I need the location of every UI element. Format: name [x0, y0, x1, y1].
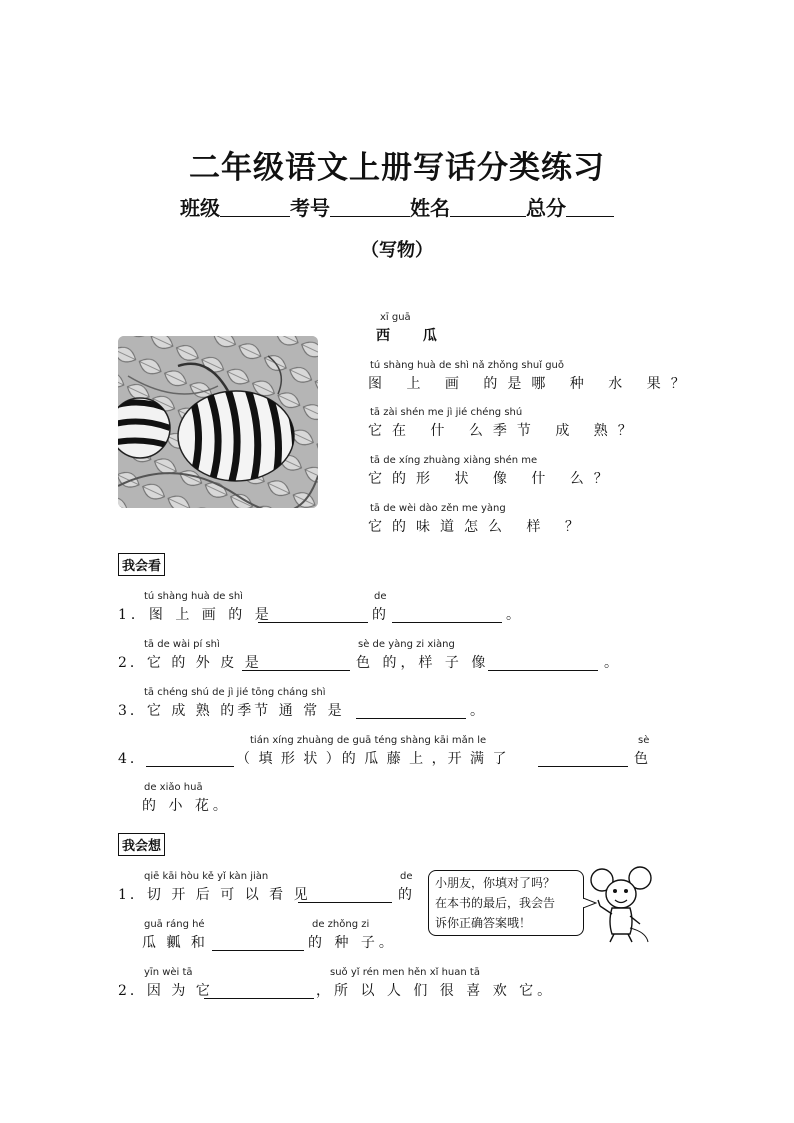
item-text: 色 的，样 子 像	[356, 655, 490, 671]
item-text: 瓜 瓤 和	[142, 935, 208, 951]
question-pinyin: tā de xíng zhuàng xiàng shén me	[370, 455, 538, 466]
bubble-line: 在本书的最后，我会告	[435, 896, 556, 910]
mouse-mascot-icon	[588, 862, 654, 944]
class-label: 班级	[180, 196, 220, 220]
answer-blank[interactable]	[258, 621, 368, 623]
question-text: 它在 什 么季节 成 熟？	[368, 423, 642, 439]
item-text: 1．图 上 画 的 是	[118, 607, 273, 623]
bubble-line: 小朋友，你填对了吗？	[435, 876, 556, 890]
section-tag-think: 我会想	[118, 833, 165, 856]
item-text: 2．它 的 外 皮 是	[118, 655, 262, 671]
score-label: 总分	[526, 196, 566, 220]
item-pinyin: guā ráng hé	[144, 919, 205, 930]
item-text: （ 填 形 状 ）的 瓜 藤 上 ，开 满 了	[236, 751, 509, 767]
answer-blank[interactable]	[538, 765, 628, 767]
question-pinyin: tā de wèi dào zěn me yàng	[370, 503, 506, 514]
name-label: 姓名	[410, 196, 450, 220]
question-text: 它的味道怎么 样 ？	[368, 519, 589, 535]
subtitle: （写物）	[361, 240, 433, 261]
item-pinyin: tā de wài pí shì	[144, 639, 220, 650]
question-text: 它的形 状 像 什 么？	[368, 471, 618, 487]
page-title: 二年级语文上册写话分类练习	[189, 150, 605, 186]
section-tag-look: 我会看	[118, 553, 165, 576]
answer-blank[interactable]	[298, 901, 392, 903]
item-text: 的 种 子。	[308, 935, 397, 951]
question-text: 图 上 画 的是哪 种 水 果？	[368, 376, 695, 392]
item-pinyin: suǒ yǐ rén men hěn xǐ huan tā	[330, 967, 480, 978]
item-text: 2．因 为 它	[118, 983, 213, 999]
answer-blank[interactable]	[204, 997, 314, 999]
topic-title: 西 瓜	[376, 328, 451, 344]
item-text: 的	[372, 607, 396, 623]
item-pinyin: de zhǒng zi	[312, 919, 370, 930]
item-text: 。	[604, 655, 628, 671]
exam-no-field[interactable]	[330, 196, 410, 217]
class-field[interactable]	[220, 196, 290, 217]
item-text: 色	[634, 751, 658, 767]
item-pinyin: sè de yàng zi xiàng	[358, 639, 455, 650]
item-pinyin: de	[400, 871, 413, 882]
item-text: 。	[506, 607, 530, 623]
item-pinyin: sè	[638, 735, 650, 746]
item-text: ，所 以 人 们 很 喜 欢 它。	[316, 983, 556, 999]
item-text: 的 小 花。	[142, 798, 231, 814]
answer-blank[interactable]	[212, 949, 304, 951]
item-text: 1．切 开 后 可 以 看 见	[118, 887, 311, 903]
question-pinyin: tú shàng huà de shì nǎ zhǒng shuǐ guǒ	[370, 360, 565, 371]
speech-bubble	[428, 870, 584, 936]
answer-blank[interactable]	[392, 621, 502, 623]
name-field[interactable]	[450, 196, 526, 217]
item-text: 4．	[118, 751, 147, 767]
topic-pinyin: xī guā	[380, 312, 411, 323]
answer-blank[interactable]	[356, 717, 466, 719]
item-pinyin: de	[374, 591, 387, 602]
item-text: 的	[398, 887, 422, 903]
score-field[interactable]	[566, 196, 614, 217]
item-text: 。	[470, 703, 494, 719]
answer-blank[interactable]	[242, 669, 350, 671]
header-fields	[0, 192, 794, 221]
exam-no-label: 考号	[290, 196, 330, 220]
item-pinyin: tián xíng zhuàng de guā téng shàng kāi mǎn le	[250, 735, 487, 746]
item-text: 3．它 成 熟 的季节 通 常 是	[118, 703, 345, 719]
item-pinyin: yīn wèi tā	[144, 967, 193, 978]
question-pinyin: tā zài shén me jì jié chéng shú	[370, 407, 523, 418]
bubble-line: 诉你正确答案哦！	[435, 916, 532, 930]
item-pinyin: qiē kāi hòu kě yǐ kàn jiàn	[144, 871, 269, 882]
watermelon-photo	[118, 336, 318, 508]
answer-blank[interactable]	[146, 765, 234, 767]
item-pinyin: de xiǎo huā	[144, 782, 203, 793]
item-pinyin: tú shàng huà de shì	[144, 591, 243, 602]
answer-blank[interactable]	[488, 669, 598, 671]
item-pinyin: tā chéng shú de jì jié tōng cháng shì	[144, 687, 326, 698]
